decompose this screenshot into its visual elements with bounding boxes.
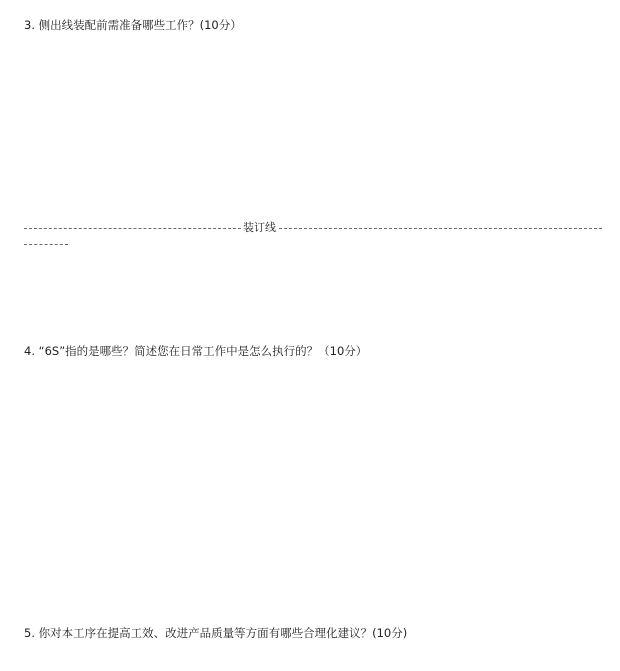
- binding-dash-right: [279, 228, 602, 229]
- question-5: 5. 你对本工序在提高工效、改进产品质量等方面有哪些合理化建议？(10分): [24, 626, 408, 640]
- question-3: 3. 侧出线装配前需准备哪些工作？(10分）: [24, 18, 242, 32]
- binding-line: [24, 221, 602, 235]
- question-4: 4. “6S”指的是哪些？简述您在日常工作中是怎么执行的？（10分）: [24, 344, 368, 358]
- binding-dash-continuation: [24, 244, 68, 245]
- binding-line-label: 装订线: [243, 221, 276, 234]
- binding-dash-left: [24, 228, 241, 229]
